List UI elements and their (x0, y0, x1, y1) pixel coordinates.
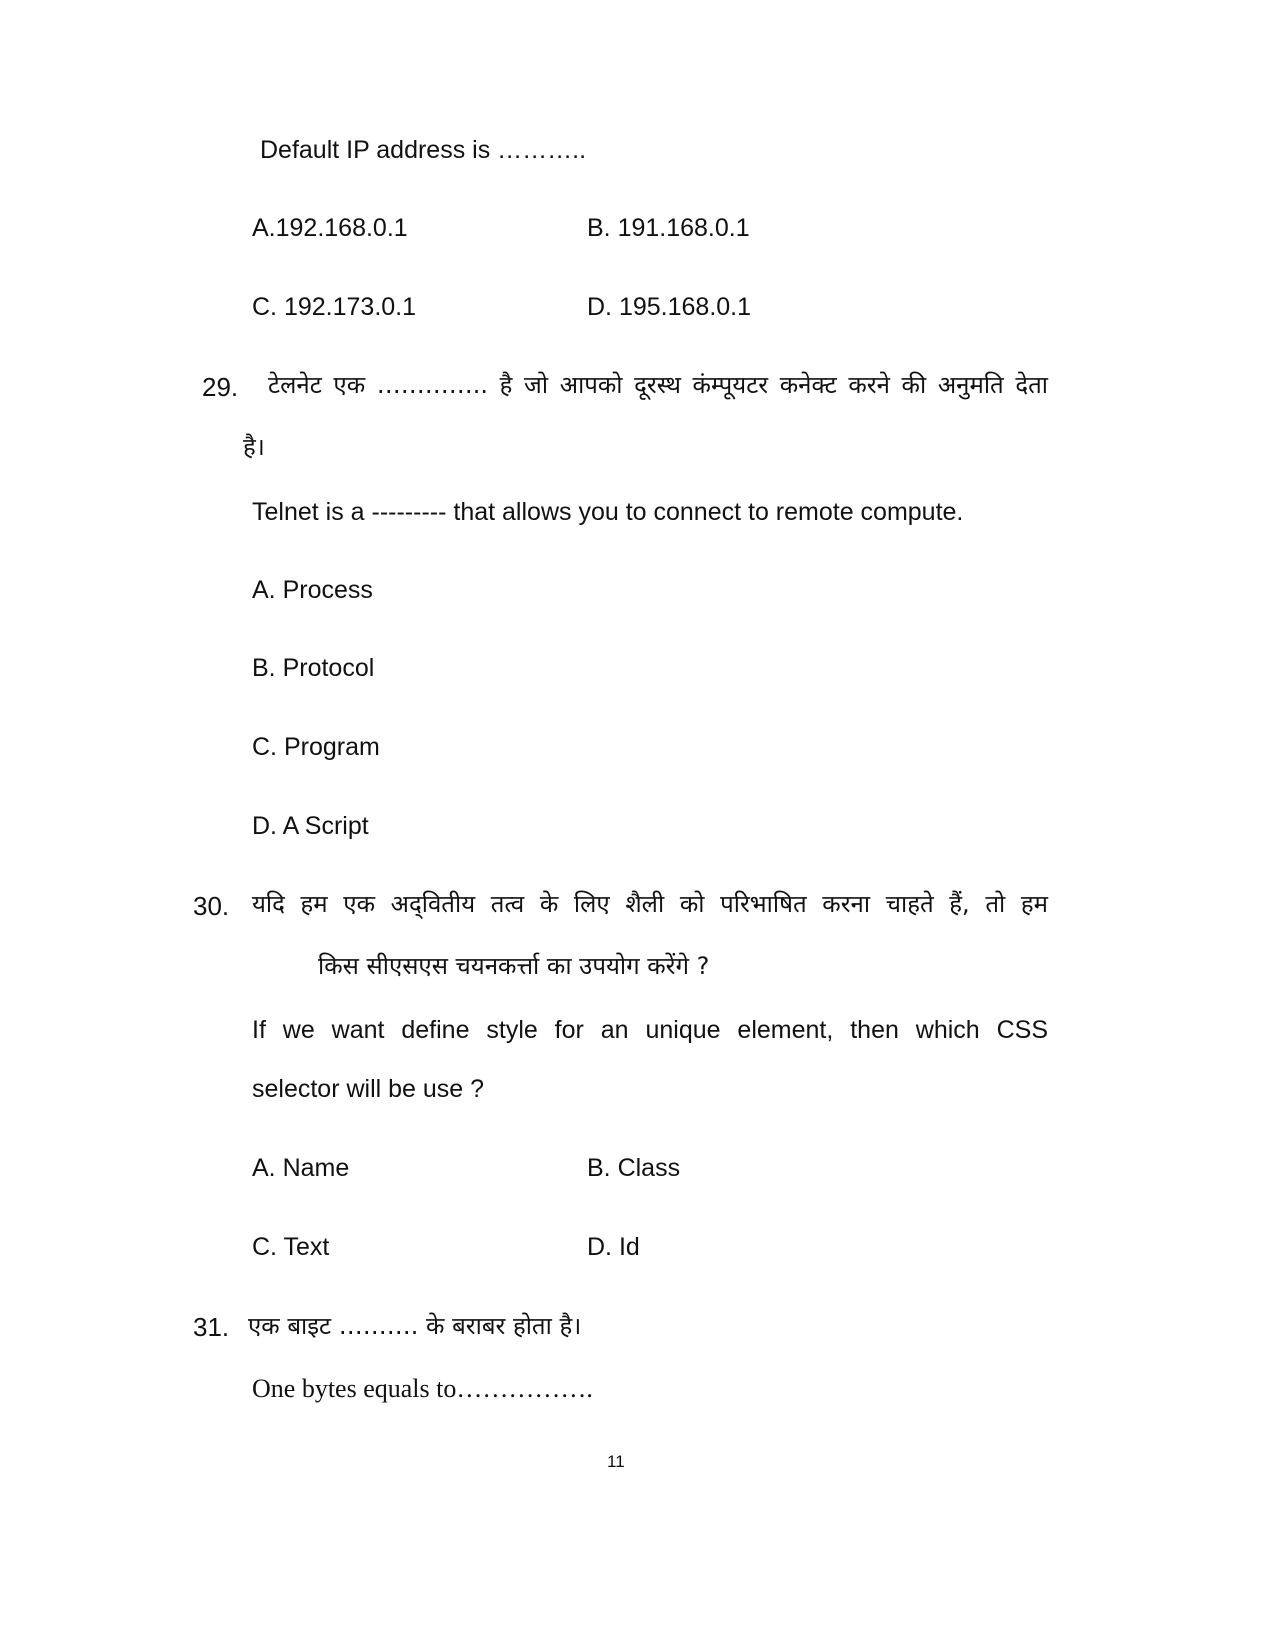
page-number: 11 (607, 1452, 625, 1471)
q29-option-d: D. A Script (252, 812, 369, 840)
q31-prompt-hindi: एक बाइट ………. के बराबर होता है। (248, 1312, 582, 1340)
q28-option-c: C. 192.173.0.1 (252, 293, 417, 321)
q30-option-c: C. Text (252, 1233, 330, 1261)
q30-option-a: A. Name (252, 1154, 350, 1182)
q30-option-d: D. Id (587, 1233, 640, 1261)
q29-number: 29. (202, 372, 239, 402)
q30-prompt-english-line2: selector will be use ? (252, 1075, 485, 1103)
q31-number: 31. (193, 1312, 230, 1342)
q30-prompt-hindi-line2: किस सीएसएस चयनकर्त्ता का उपयोग करेंगे ? (318, 952, 710, 980)
q29-prompt-hindi-line1: टेलनेट एक ………….. है जो आपको दूरस्थ कंम्पूयटर कनेक्ट करने की अनुमति देता (268, 371, 1048, 399)
q30-option-b: B. Class (587, 1154, 681, 1182)
q29-option-b: B. Protocol (252, 654, 375, 682)
q29-prompt-english: Telnet is a --------- that allows you to connect to remote compute. (252, 498, 964, 526)
q28-prompt: Default IP address is ……….. (260, 136, 587, 164)
q30-prompt-hindi-line1: यदि हम एक अद्‌वितीय तत्व के लिए शैली को परिभाषित करना चाहते हैं, तो हम (252, 890, 1048, 918)
q30-prompt-english-line1: If we want define style for an unique element, then which CSS (252, 1016, 1048, 1044)
q29-option-c: C. Program (252, 733, 380, 761)
q29-option-a: A. Process (252, 576, 373, 604)
q30-number: 30. (193, 891, 230, 921)
q28-option-d: D. 195.168.0.1 (587, 293, 752, 321)
q29-prompt-hindi-line2: है। (243, 433, 265, 461)
q31-prompt-english: One bytes equals to……………. (252, 1374, 593, 1403)
q28-option-a: A.192.168.0.1 (252, 214, 408, 242)
q28-option-b: B. 191.168.0.1 (587, 214, 750, 242)
